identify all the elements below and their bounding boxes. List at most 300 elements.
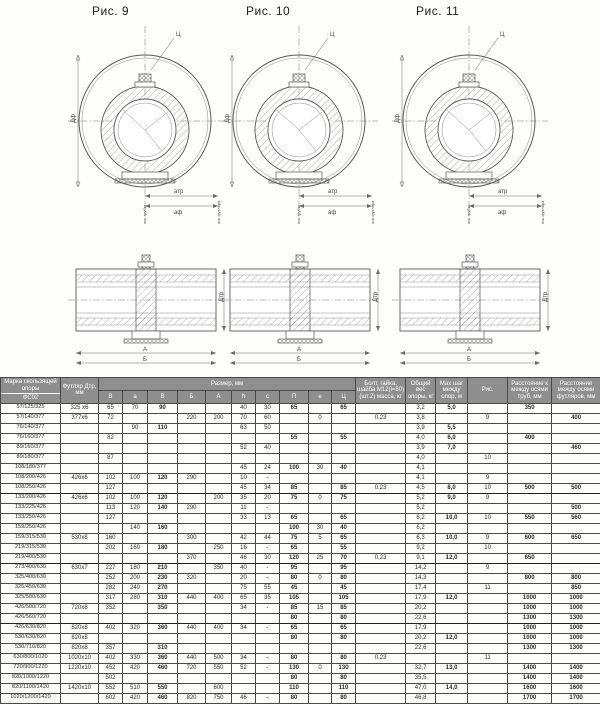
table-cell: 80: [280, 633, 309, 643]
table-cell: 0,23: [356, 653, 406, 663]
table-cell: 34: [256, 483, 280, 493]
table-cell: 220: [178, 413, 206, 423]
table-cell: 52: [232, 443, 256, 453]
table-row: [1, 433, 600, 443]
table-cell: 55: [256, 583, 280, 593]
table-cell: 100: [280, 523, 309, 533]
table-cell: [436, 413, 468, 423]
pipe-side-view-drawing: [212, 235, 387, 369]
table-cell: -: [256, 543, 280, 553]
table-cell: [332, 413, 356, 423]
table-cell: 200: [206, 493, 232, 503]
table-cell: 65: [332, 533, 356, 543]
table-cell: [61, 583, 99, 593]
table-cell: 3,9: [406, 443, 436, 453]
table-row: [1, 403, 600, 413]
table-cell: 9: [468, 563, 508, 573]
mark-cell: 76/160/377: [1, 433, 61, 443]
table-cell: [99, 423, 123, 433]
table-cell: [178, 613, 206, 623]
table-cell: 160: [99, 533, 123, 543]
table-cell: [468, 503, 508, 513]
table-cell: [356, 443, 406, 453]
table-cell: 230: [148, 573, 178, 583]
table-cell: 1600: [508, 683, 552, 693]
header-size-0: В: [99, 390, 123, 403]
clamp-band: [136, 269, 156, 331]
table-cell: 1400: [508, 673, 552, 683]
table-cell: [148, 673, 178, 683]
dim-label: А: [297, 347, 301, 353]
table-cell: [123, 533, 148, 543]
table-cell: 500: [552, 483, 600, 493]
table-cell: [256, 643, 280, 653]
table-cell: [468, 613, 508, 623]
table-cell: [178, 483, 206, 493]
table-cell: 82: [99, 433, 123, 443]
table-cell: 320: [123, 623, 148, 633]
table-cell: 0: [309, 413, 332, 423]
table-cell: [232, 453, 256, 463]
table-cell: 44: [256, 533, 280, 543]
table-cell: 13,0: [436, 663, 468, 673]
table-cell: 110: [148, 423, 178, 433]
table-cell: [436, 543, 468, 553]
table-cell: [508, 543, 552, 553]
table-row: [1, 643, 600, 653]
dim-label: Дф: [395, 114, 401, 123]
table-cell: 290: [178, 473, 206, 483]
table-cell: [123, 513, 148, 523]
table-cell: [61, 553, 99, 563]
table-cell: 55: [280, 433, 309, 443]
dim-label: А: [467, 347, 471, 353]
table-cell: [468, 693, 508, 703]
table-cell: 1020х10: [61, 653, 99, 663]
table-cell: [256, 683, 280, 693]
table-cell: 0: [309, 663, 332, 673]
table-cell: 426х6: [61, 473, 99, 483]
table-cell: 500: [206, 653, 232, 663]
table-cell: 202: [99, 543, 123, 553]
table-cell: 310: [148, 593, 178, 603]
table-cell: [178, 643, 206, 653]
table-cell: [178, 543, 206, 553]
table-cell: [468, 623, 508, 633]
mark-cell: 426/560/720: [1, 613, 61, 623]
table-cell: [552, 423, 600, 433]
table-cell: [309, 503, 332, 513]
table-cell: [436, 693, 468, 703]
table-cell: [206, 403, 232, 413]
figure-10: [212, 4, 390, 374]
table-cell: 9,1: [406, 553, 436, 563]
table-cell: -: [256, 563, 280, 573]
table-cell: 45: [232, 483, 256, 493]
table-cell: 1400: [552, 673, 600, 683]
table-cell: [256, 433, 280, 443]
table-cell: 1300: [508, 613, 552, 623]
table-cell: [356, 463, 406, 473]
table-cell: 45: [332, 583, 356, 593]
col-mark-sub: ФС02: [1, 393, 60, 402]
table-cell: 1000: [552, 623, 600, 633]
pipe-cross-section-drawing: [212, 18, 387, 230]
table-cell: 33: [232, 513, 256, 523]
mark-cell: 219/315/530: [1, 543, 61, 553]
figure-title: Рис. 11: [416, 4, 560, 18]
table-row: [1, 573, 600, 583]
table-cell: 17,4: [406, 583, 436, 593]
table-cell: 46,8: [406, 693, 436, 703]
table-cell: [436, 623, 468, 633]
table-cell: [61, 673, 99, 683]
header-size-7: П: [280, 390, 309, 403]
table-cell: [206, 583, 232, 593]
table-cell: [356, 603, 406, 613]
table-cell: [148, 513, 178, 523]
table-cell: [436, 563, 468, 573]
table-cell: [332, 643, 356, 653]
header-size-6: с: [256, 390, 280, 403]
table-cell: [356, 673, 406, 683]
figure-title: Рис. 9: [92, 4, 236, 18]
table-row: [1, 623, 600, 633]
table-cell: 80: [332, 653, 356, 663]
dim-label: А: [143, 347, 147, 353]
table-cell: [356, 403, 406, 413]
table-cell: [99, 443, 123, 453]
table-cell: [436, 613, 468, 623]
table-cell: 120: [148, 473, 178, 483]
table-cell: 320: [178, 573, 206, 583]
table-cell: 5,2: [406, 503, 436, 513]
table-cell: [508, 413, 552, 423]
table-cell: 85: [280, 483, 309, 493]
dim-label: аф: [174, 210, 182, 216]
axis-label: ось трубы: [142, 205, 147, 224]
table-cell: [178, 583, 206, 593]
dim-label: Дтр: [543, 291, 549, 302]
table-cell: [309, 633, 332, 643]
table-cell: 46: [232, 553, 256, 563]
dim-label: Дф: [71, 114, 77, 123]
table-cell: 400: [508, 433, 552, 443]
table-cell: 65: [332, 403, 356, 413]
pipe-cross-section-drawing: [382, 18, 557, 230]
table-cell: 350: [508, 403, 552, 413]
table-cell: [356, 423, 406, 433]
table-cell: [256, 613, 280, 623]
mark-cell: 76/140/377: [1, 423, 61, 433]
table-cell: [232, 523, 256, 533]
table-cell: [309, 443, 332, 453]
table-cell: 600: [206, 683, 232, 693]
table-cell: 1300: [552, 643, 600, 653]
table-cell: [232, 643, 256, 653]
table-cell: 1400: [552, 663, 600, 673]
header-size-8: е: [309, 390, 332, 403]
table-cell: 650: [552, 533, 600, 543]
dim-label: аф: [328, 210, 336, 216]
table-row: [1, 413, 600, 423]
table-cell: 10,0: [436, 533, 468, 543]
table-cell: 70: [123, 403, 148, 413]
table-cell: 120: [148, 493, 178, 503]
table-cell: 130: [332, 663, 356, 673]
table-cell: 10: [468, 513, 508, 523]
mark-cell: 219/400/530: [1, 553, 61, 563]
table-cell: 402: [99, 623, 123, 633]
table-cell: [508, 423, 552, 433]
table-cell: [508, 653, 552, 663]
table-cell: 3,2: [406, 403, 436, 413]
table-cell: 20: [256, 493, 280, 503]
table-cell: [436, 653, 468, 663]
table-cell: 55: [332, 433, 356, 443]
table-cell: [468, 633, 508, 643]
table-cell: [178, 453, 206, 463]
table-cell: [206, 433, 232, 443]
table-cell: 282: [99, 583, 123, 593]
table-cell: [206, 513, 232, 523]
table-cell: 352: [99, 603, 123, 613]
table-cell: 22,6: [406, 613, 436, 623]
table-cell: -: [256, 663, 280, 673]
table-cell: 510: [123, 683, 148, 693]
table-row: [1, 603, 600, 613]
table-cell: [61, 503, 99, 513]
table-cell: 1000: [552, 603, 600, 613]
table-cell: 17,9: [406, 593, 436, 603]
table-cell: [148, 443, 178, 453]
table-cell: 75: [280, 533, 309, 543]
table-cell: [332, 503, 356, 513]
table-cell: 650: [508, 553, 552, 563]
table-row: [1, 683, 600, 693]
table-cell: 12,0: [436, 633, 468, 643]
table-cell: [256, 673, 280, 683]
table-cell: 3,8: [406, 413, 436, 423]
axis-label: ось футляра: [370, 200, 375, 224]
table-cell: [99, 633, 123, 643]
table-cell: [206, 633, 232, 643]
table-cell: [148, 633, 178, 643]
table-cell: [309, 433, 332, 443]
table-cell: 1000: [508, 593, 552, 603]
table-cell: [356, 563, 406, 573]
table-cell: [356, 683, 406, 693]
table-cell: [332, 473, 356, 483]
table-cell: 70: [232, 413, 256, 423]
table-cell: 6,2: [406, 513, 436, 523]
table-cell: 160: [148, 523, 178, 533]
table-cell: 440: [178, 653, 206, 663]
table-cell: 317: [99, 593, 123, 603]
table-cell: 6,3: [406, 533, 436, 543]
table-cell: 460: [148, 663, 178, 673]
table-cell: [436, 583, 468, 593]
table-cell: 75: [332, 493, 356, 503]
pipe-cross-section-drawing: [58, 18, 233, 230]
table-cell: [178, 443, 206, 453]
table-cell: 113: [99, 503, 123, 513]
table-cell: 1700: [552, 693, 600, 703]
table-cell: [468, 423, 508, 433]
table-cell: [99, 553, 123, 563]
table-cell: 820: [178, 693, 206, 703]
table-cell: 210: [148, 563, 178, 573]
table-cell: [178, 673, 206, 683]
table-cell: 370: [178, 553, 206, 563]
table-row: [1, 483, 600, 493]
table-cell: [232, 433, 256, 443]
table-cell: 5,2: [406, 493, 436, 503]
table-cell: [206, 673, 232, 683]
mark-cell: 720/900/1220: [1, 663, 61, 673]
table-cell: [468, 663, 508, 673]
table-cell: 46: [232, 693, 256, 703]
table-cell: 400: [552, 413, 600, 423]
table-cell: [61, 593, 99, 603]
table-cell: [61, 543, 99, 553]
table-cell: 25: [309, 553, 332, 563]
table-cell: 850: [552, 583, 600, 593]
table-cell: [61, 573, 99, 583]
table-cell: 65: [232, 593, 256, 603]
table-cell: [61, 483, 99, 493]
table-cell: 30: [309, 523, 332, 533]
table-cell: 65: [280, 543, 309, 553]
axis-label: ось футляра: [540, 200, 545, 224]
table-cell: 100: [123, 493, 148, 503]
dim-label: Дтр: [219, 291, 225, 302]
table-cell: 72: [99, 413, 123, 423]
table-cell: 4,1: [406, 473, 436, 483]
table-cell: 16: [232, 543, 256, 553]
table-cell: [309, 403, 332, 413]
table-cell: 720х8: [61, 603, 99, 613]
table-cell: 357: [99, 643, 123, 653]
table-cell: 34: [232, 623, 256, 633]
header-size-9: Ц: [332, 390, 356, 403]
table-row: [1, 633, 600, 643]
table-cell: 47,0: [406, 683, 436, 693]
table-cell: 80: [280, 613, 309, 623]
table-cell: 10: [468, 453, 508, 463]
table-cell: 500: [552, 503, 600, 513]
table-cell: [280, 423, 309, 433]
table-cell: 460: [552, 443, 600, 453]
table-cell: 65: [280, 513, 309, 523]
table-cell: [468, 403, 508, 413]
table-cell: 820х8: [61, 643, 99, 653]
table-cell: [356, 693, 406, 703]
mark-cell: 426/500/720: [1, 603, 61, 613]
table-cell: 252: [99, 573, 123, 583]
table-cell: 377х6: [61, 413, 99, 423]
table-cell: [178, 563, 206, 573]
table-cell: 30: [309, 463, 332, 473]
table-cell: [508, 453, 552, 463]
table-cell: [508, 463, 552, 473]
table-cell: 80: [332, 693, 356, 703]
table-cell: 60: [256, 413, 280, 423]
table-cell: [280, 643, 309, 653]
table-cell: [508, 583, 552, 593]
table-cell: [309, 483, 332, 493]
table-cell: 0,23: [356, 553, 406, 563]
table-cell: 0: [309, 493, 332, 503]
table-cell: [356, 623, 406, 633]
table-cell: 15: [309, 603, 332, 613]
table-cell: 22,6: [406, 643, 436, 653]
table-cell: [508, 563, 552, 573]
table-cell: 160: [123, 543, 148, 553]
table-cell: [232, 683, 256, 693]
table-cell: [256, 523, 280, 533]
table-cell: 560: [552, 513, 600, 523]
mark-cell: 630/800/1020: [1, 653, 61, 663]
table-cell: [552, 493, 600, 503]
table-row: [1, 493, 600, 503]
dim-label: Дтр: [373, 291, 379, 302]
table-cell: 5: [309, 533, 332, 543]
table-cell: 120: [280, 553, 309, 563]
table-cell: 460: [148, 693, 178, 703]
table-cell: -: [256, 693, 280, 703]
table-cell: [468, 643, 508, 653]
table-cell: [436, 503, 468, 513]
header-case-axes: Расстояние между осями футляров, мм: [552, 378, 600, 404]
table-cell: 11: [468, 583, 508, 593]
table-cell: 20,2: [406, 633, 436, 643]
table-cell: [436, 673, 468, 683]
table-cell: [178, 403, 206, 413]
table-cell: 426х6: [61, 493, 99, 503]
table-cell: [552, 553, 600, 563]
mark-cell: 133/225/426: [1, 503, 61, 513]
table-cell: 127: [99, 513, 123, 523]
table-cell: 65: [280, 623, 309, 633]
table-cell: 30: [256, 553, 280, 563]
table-cell: 85: [332, 603, 356, 613]
table-cell: [206, 553, 232, 563]
table-cell: [123, 483, 148, 493]
figure-9: [58, 4, 236, 374]
table-cell: 102: [99, 493, 123, 503]
table-cell: 100: [123, 473, 148, 483]
table-cell: [123, 443, 148, 453]
table-cell: 32,7: [406, 663, 436, 673]
table-cell: [61, 453, 99, 463]
table-cell: 4,1: [406, 463, 436, 473]
dim-label: Ц: [330, 32, 335, 38]
table-cell: [508, 493, 552, 503]
table-cell: 80: [332, 613, 356, 623]
mark-cell: 530/630/820: [1, 633, 61, 643]
table-cell: [436, 453, 468, 463]
table-cell: [356, 593, 406, 603]
table-cell: [468, 443, 508, 453]
table-cell: 330: [123, 653, 148, 663]
table-cell: [206, 603, 232, 613]
header-size-5: h: [232, 390, 256, 403]
table-cell: [552, 653, 600, 663]
header-step: Мах шаг между опор, м: [436, 378, 468, 404]
table-cell: 6,0: [436, 433, 468, 443]
table-cell: 40: [232, 563, 256, 573]
